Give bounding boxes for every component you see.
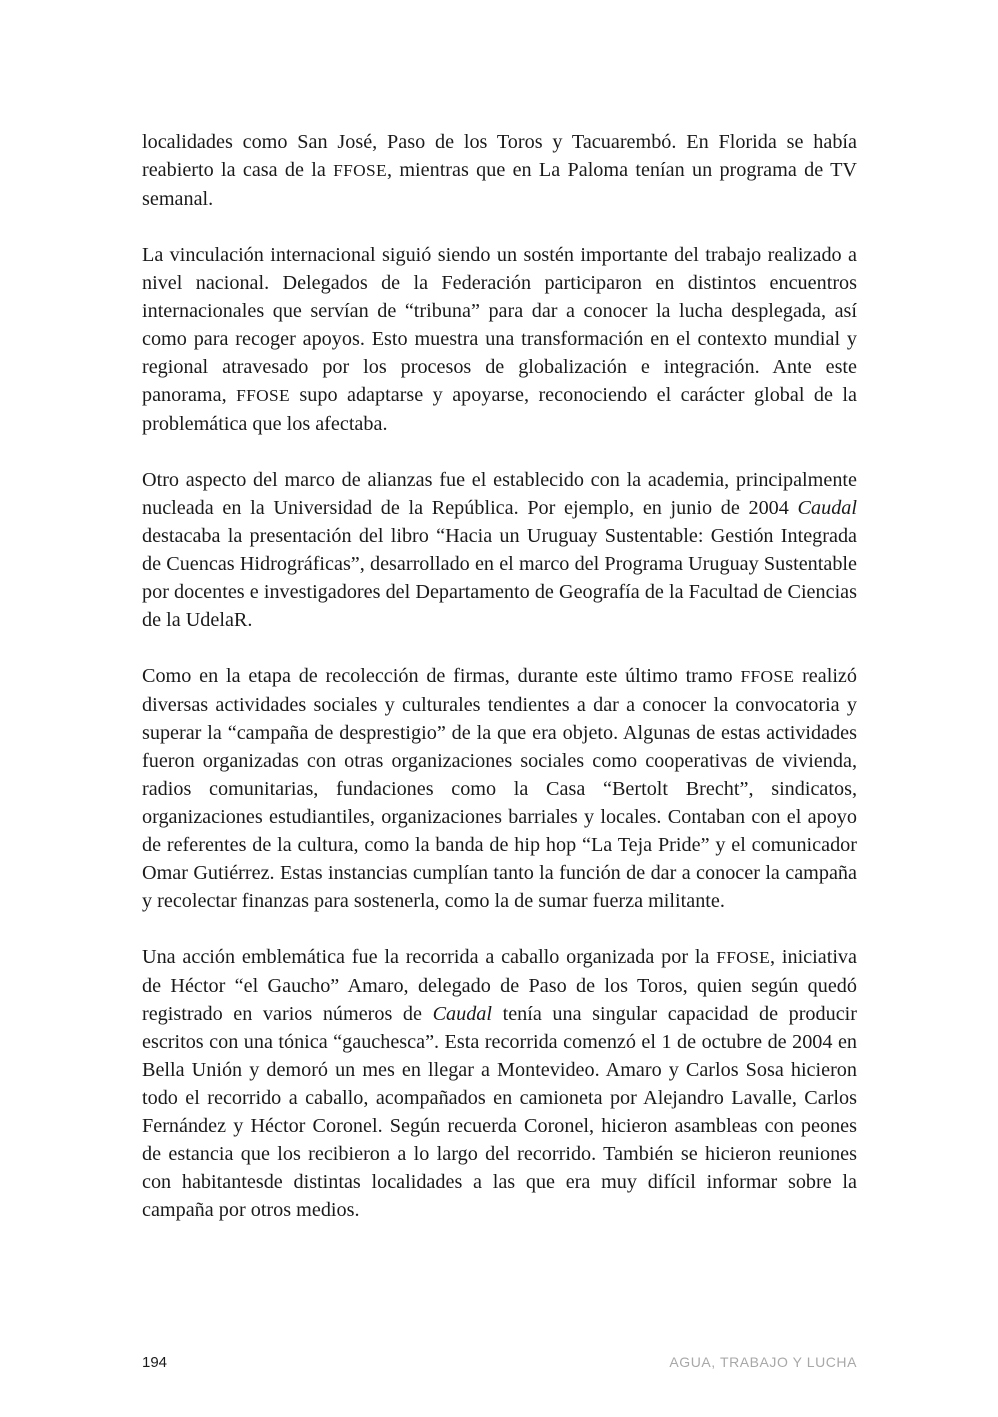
italic-title: Caudal xyxy=(432,1003,493,1025)
running-title: AGUA, TRABAJO Y LUCHA xyxy=(669,1354,857,1370)
text-run: , iniciativa de Héctor “el Gaucho” Amaro, delegado de Paso de los Toros, quien según quedó registrado en varios números de xyxy=(142,946,857,1025)
text-run: realizó diversas actividades sociales y culturales tendientes a dar a conocer la convocatoria y superar la “campaña de desprestigio” de la que era objeto. Algunas de estas actividades fueron organizadas con otras organizaciones sociales como cooperativas de vivienda, radios comunitarias, fundaciones como la Casa “Bertolt Brecht”, sindicatos, organizaciones estudiantiles, organizaciones barriales y locales. Contaban con el apoyo de referentes de la cultura, como la banda de hip hop “La Teja Pride” y el comunicador Omar Gutiérrez. Estas instancias cumplían tanto la función de dar a conocer la campaña y recolectar finanzas para sostenerla, como la de sumar fuerza militante. xyxy=(142,665,857,912)
text-run: , mientras que en La Paloma tenían un programa de TV semanal. xyxy=(142,159,857,210)
acronym: FFOSE xyxy=(236,386,290,405)
paragraph-3 xyxy=(142,466,857,634)
acronym: FFOSE xyxy=(740,667,795,686)
paragraph-4 xyxy=(142,662,857,915)
text-run: tenía una singular capacidad de producir escritos con una tónica “gauchesca”. Esta recorrida comenzó el 1 de octubre de 2004 en Bella Unión y demoró un mes en llegar a Montevideo. Amaro y Carlos Sosa hicieron todo el recorrido a caballo, acompañados en camioneta por Alejandro Lavalle, Carlos Fernández y Héctor Coronel. Según recuerda Coronel, hicieron asambleas con peones de estancia que los recibieron a lo largo del recorrido. También se hicieron reuniones con habitantesde distintas localidades a las que era muy difícil informar sobre la campaña por otros medios. xyxy=(142,1003,858,1221)
text-run: Otro aspecto del marco de alianzas fue el establecido con la academia, principalmente nucleada en la Universidad de la República. Por ejemplo, en junio de 2004 xyxy=(142,469,857,519)
acronym: FFOSE xyxy=(333,161,387,180)
paragraph-2 xyxy=(142,241,857,438)
paragraph-5 xyxy=(142,943,857,1224)
text-run: Como en la etapa de recolección de firmas, durante este último tramo xyxy=(142,665,741,687)
acronym: FFOSE xyxy=(716,948,771,967)
text-run: Una acción emblemática fue la recorrida a caballo organizada por la xyxy=(142,946,717,968)
page-number: 194 xyxy=(142,1354,168,1371)
text-run: supo adaptarse y apoyarse, reconociendo el carácter global de la problemática que los afectaba. xyxy=(142,384,857,435)
paragraph-1 xyxy=(142,128,857,213)
text-run: destacaba la presentación del libro “Hacia un Uruguay Sustentable: Gestión Integrada de Cuencas Hidrográficas”, desarrollado en el marco del Programa Uruguay Sustentable por docentes e investigadores del Departamento de Geografía de la Facultad de Ciencias de la UdelaR. xyxy=(142,525,857,631)
text-run: La vinculación internacional siguió siendo un sostén importante del trabajo realizado a nivel nacional. Delegados de la Federación participaron en distintos encuentros internacionales que servían de “tribuna” para dar a conocer la lucha desplegada, así como para recoger apoyos. Esto muestra una transformación en el contexto mundial y regional atravesado por los procesos de globalización e integración. Ante este panorama, xyxy=(142,244,857,406)
text-run: localidades como San José, Paso de los Toros y Tacuarembó. En Florida se había reabierto la casa de la xyxy=(142,131,857,181)
body-text xyxy=(142,128,857,1252)
italic-title: Caudal xyxy=(797,497,857,519)
